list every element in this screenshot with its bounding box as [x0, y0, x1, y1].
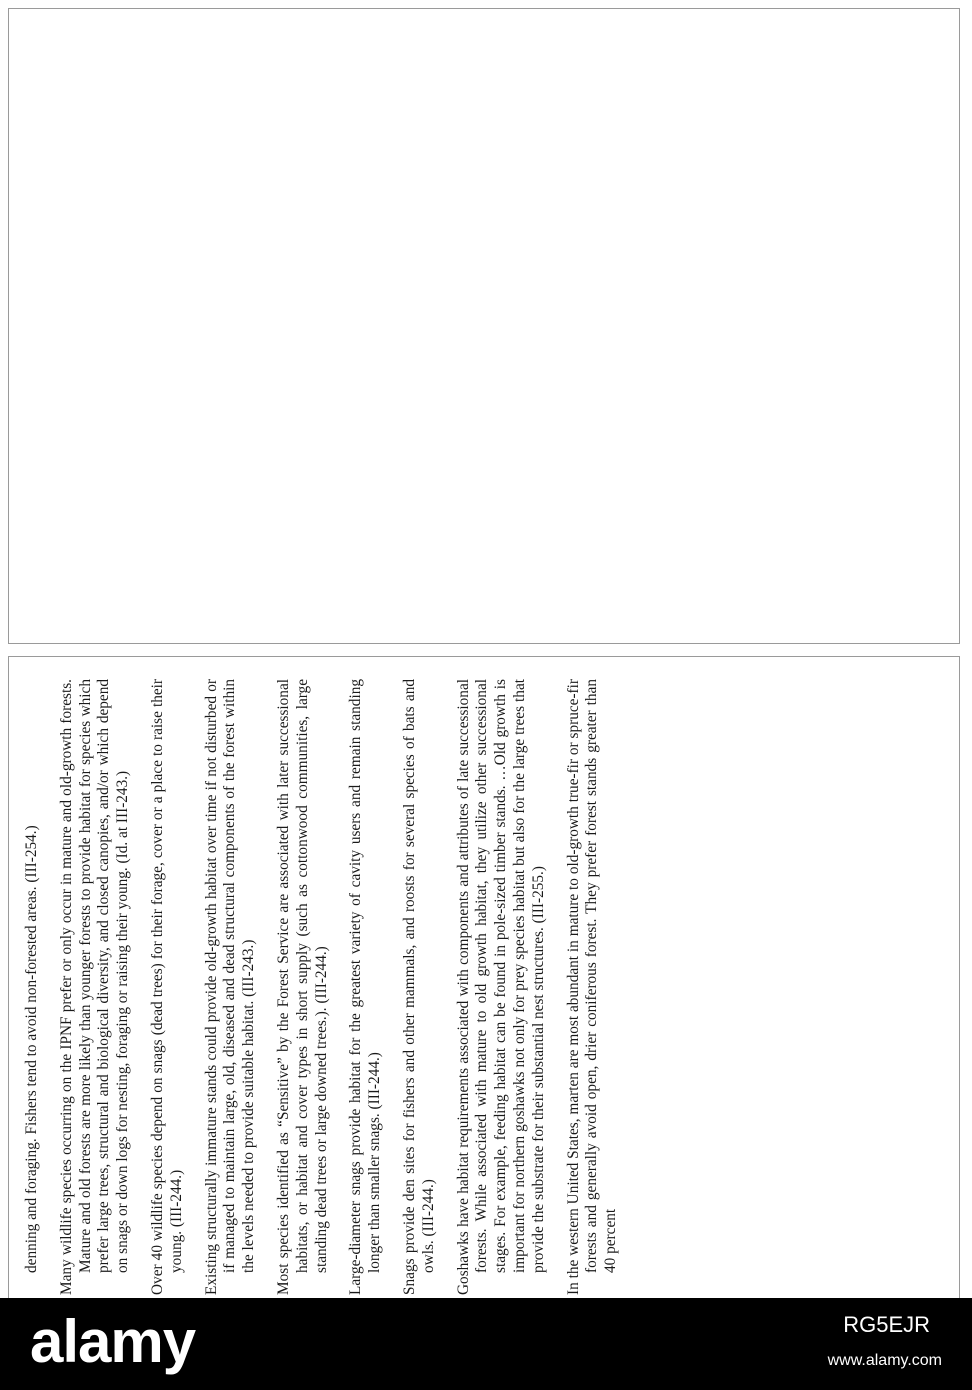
- stock-banner: [0, 1298, 972, 1390]
- blank-upper-page: [8, 8, 960, 644]
- paragraph-1: denning and foraging. Fishers tend to avoid non-forested areas. (III-254.): [23, 825, 40, 1273]
- paragraph-5: Most species identified as “Sensitive” by the Forest Service are associated with later successional habitats, or habitat and cover types in short supply (such as cottonwood communities, large standing dead trees or large downed trees.). (III-244.): [274, 679, 330, 1295]
- paragraph-6: Large-diameter snags provide habitat for the greatest variety of cavity users and remain standing longer than smaller snags. (III-244.): [347, 679, 384, 1295]
- site-url[interactable]: www.alamy.com: [827, 1352, 942, 1369]
- paragraph-9: In the western United States, marten are most abundant in mature to old-growth true-fir or spruce-fir forests and generally avoid open, drier coniferous forest. They prefer forest stands greater than 40 percent: [564, 679, 620, 1295]
- document-page: [8, 656, 960, 1316]
- paragraph-2: Many wildlife species occurring on the IPNF prefer or only occur in mature and old-growth forests. Mature and old forests are more likely than younger forests to provide habitat for species which prefer large trees, structural and biological diversity, and closed canopies, and/or which depend on snags or down logs for nesting, foraging or raising their young. (Id. at III-243.): [57, 679, 132, 1295]
- paragraph-3: Over 40 wildlife species depend on snags (dead trees) for their forage, cover or a place to raise their young. (III-244.): [148, 679, 185, 1295]
- image-id: RG5EJR: [843, 1312, 930, 1337]
- paragraph-7: Snags provide den sites for fishers and other mammals, and roosts for several species of bats and owls. (III-244.): [400, 679, 437, 1295]
- rotated-text-block: [13, 667, 957, 1307]
- alamy-logo[interactable]: alamy: [30, 1308, 196, 1375]
- paragraph-8: Goshawks have habitat requirements associated with components and attributes of late successional forests. While associated with mature to old growth habitat, they utilize other successional stages. For example, feeding habitat can be found in pole-sized timber stands. …Old growth is important for northern goshawks not only for prey species habitat but also for the large trees that provide the substrate for their substantial nest structures. (III-255.): [454, 679, 547, 1295]
- paragraph-4: Existing structurally immature stands could provide old-growth habitat over time if not disturbed or if managed to maintain large, old, diseased and dead structural components of the forest within the levels needed to provide suitable habitat. (III-243.): [202, 679, 258, 1295]
